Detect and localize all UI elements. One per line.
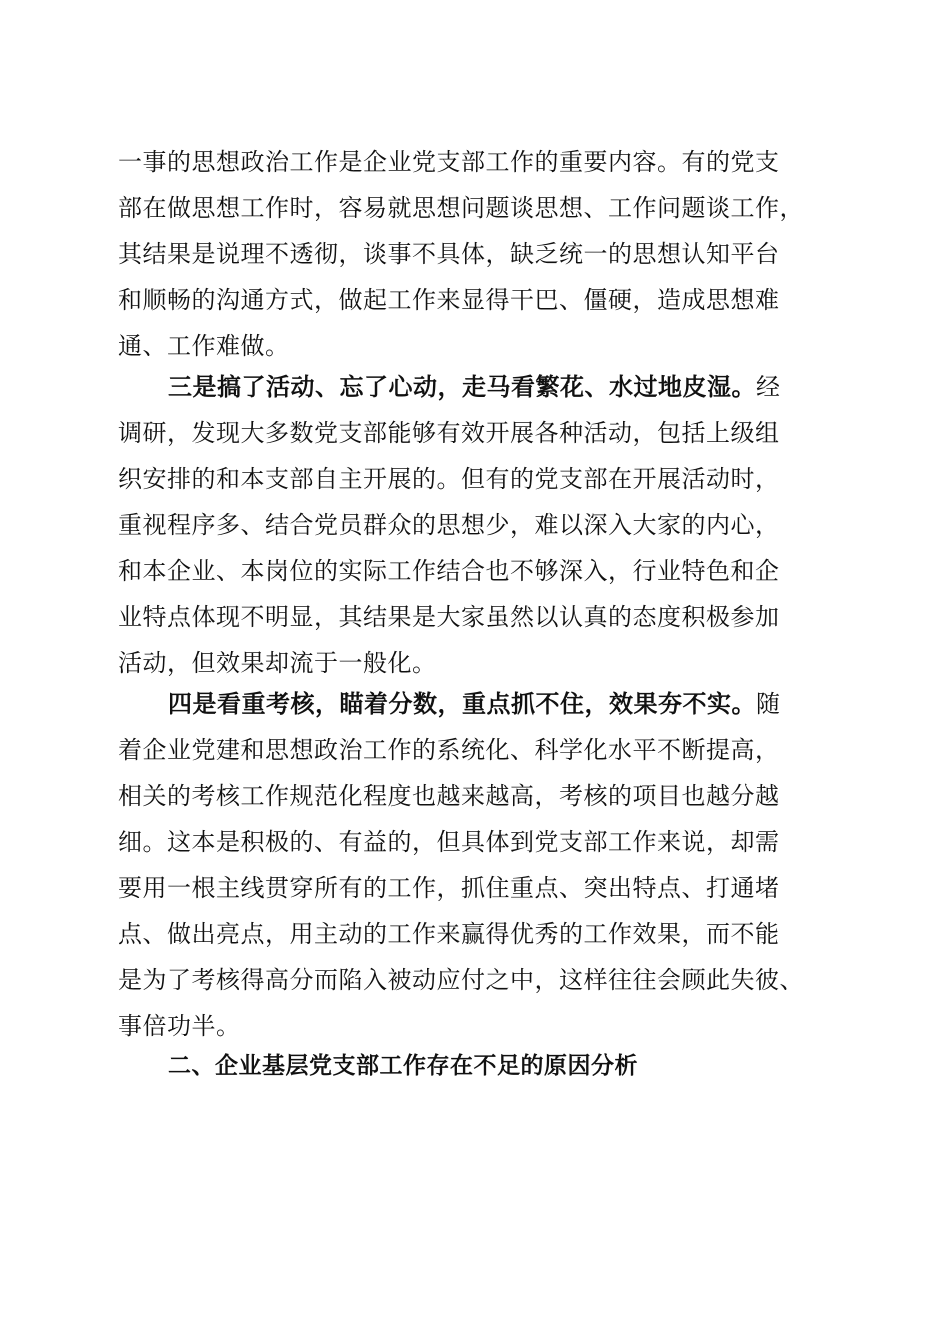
text-line: 和顺畅的沟通方式，做起工作来显得干巴、僵硬，造成思想难 [118, 286, 780, 314]
text-line: 通、工作难做。 [118, 332, 290, 360]
paragraph-activities [118, 364, 834, 686]
section-heading-block [118, 1043, 834, 1089]
paragraph-lead-bold: 三是搞了活动、忘了心动，走马看繁花、水过地皮湿。 [168, 372, 756, 401]
text-line: 织安排的和本支部自主开展的。但有的党支部在开展活动时， [118, 465, 780, 493]
section-heading: 二、企业基层党支部工作存在不足的原因分析 [168, 1053, 638, 1079]
text-line: 重视程序多、结合党员群众的思想少，难以深入大家的内心， [118, 511, 780, 539]
paragraph-lead-rest: 随 [756, 690, 781, 718]
text-line: 部在做思想工作时，容易就思想问题谈思想、工作问题谈工作， [118, 194, 804, 222]
paragraph-assessment [118, 681, 834, 1049]
paragraph-lead-bold: 四是看重考核，瞄着分数，重点抓不住，效果夯不实。 [168, 689, 756, 718]
text-line: 和本企业、本岗位的实际工作结合也不够深入，行业特色和企 [118, 557, 780, 585]
text-line: 事倍功半。 [118, 1012, 241, 1040]
text-line: 要用一根主线贯穿所有的工作，抓住重点、突出特点、打通堵 [118, 874, 780, 902]
text-line: 其结果是说理不透彻，谈事不具体，缺乏统一的思想认知平台 [118, 240, 780, 268]
paragraph-thought-work [118, 139, 834, 369]
paragraph-lead-line [118, 681, 834, 727]
paragraph-lead-rest: 经 [756, 373, 781, 401]
text-line: 活动，但效果却流于一般化。 [118, 649, 437, 677]
text-line: 一事的思想政治工作是企业党支部工作的重要内容。有的党支 [118, 148, 780, 176]
text-line: 业特点体现不明显，其结果是大家虽然以认真的态度积极参加 [118, 603, 780, 631]
text-line: 是为了考核得高分而陷入被动应付之中，这样往往会顾此失彼、 [118, 966, 804, 994]
text-line: 着企业党建和思想政治工作的系统化、科学化水平不断提高， [118, 736, 780, 764]
text-line: 相关的考核工作规范化程度也越来越高，考核的项目也越分越 [118, 782, 780, 810]
text-line: 点、做出亮点，用主动的工作来赢得优秀的工作效果，而不能 [118, 920, 780, 948]
text-line: 细。这本是积极的、有益的，但具体到党支部工作来说，却需 [118, 828, 780, 856]
paragraph-lead-line [118, 364, 834, 410]
text-line: 调研，发现大多数党支部能够有效开展各种活动，包括上级组 [118, 419, 780, 447]
